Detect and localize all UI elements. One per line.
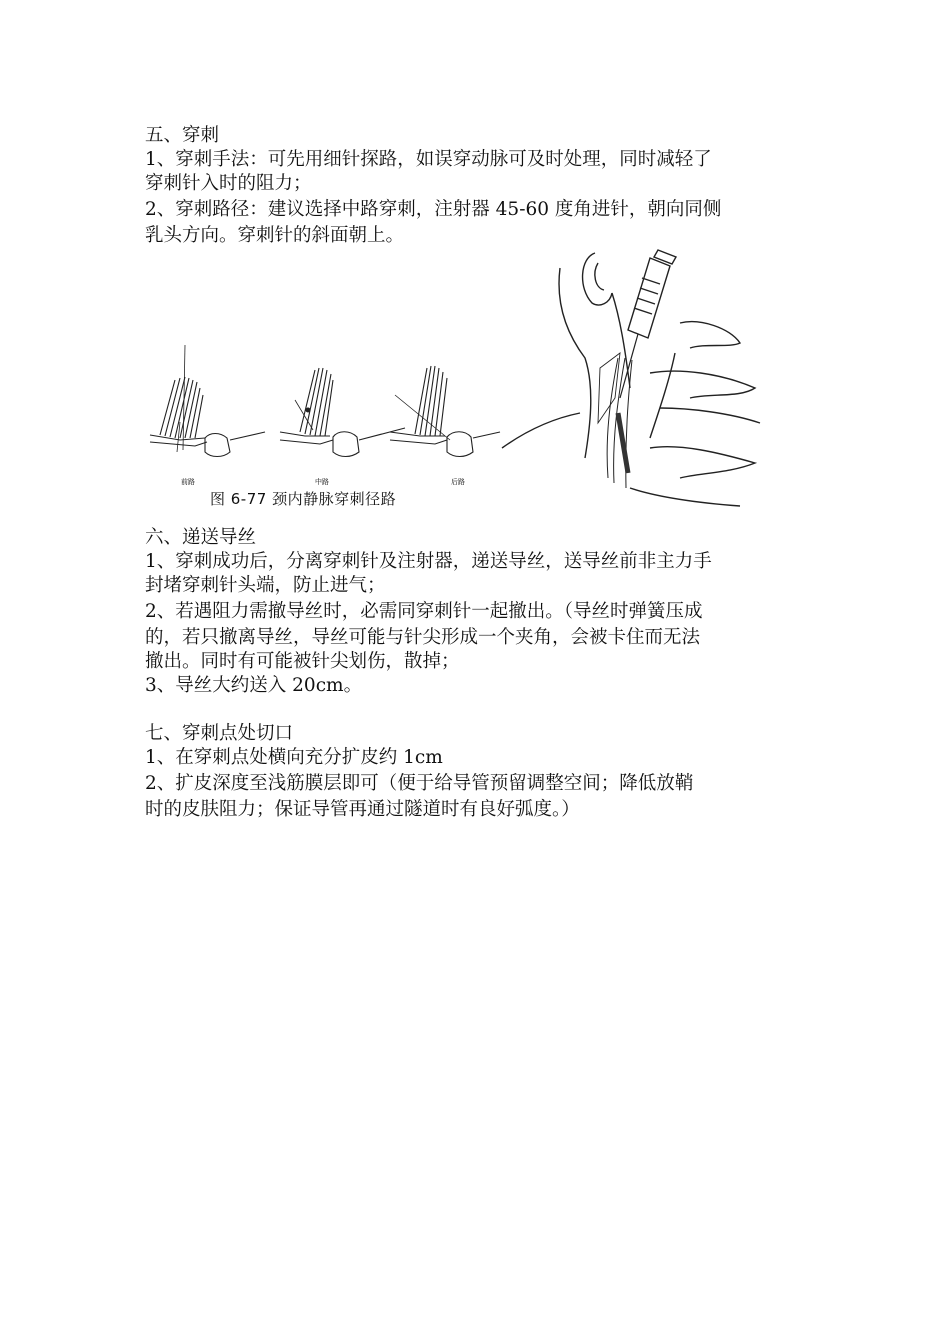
section-heading-puncture: 五、穿刺 xyxy=(145,125,220,146)
paragraph-line: 撤出。同时有可能被针尖划伤，散掉； xyxy=(145,651,460,672)
paragraph-line: 1、在穿刺点处横向充分扩皮约 1cm xyxy=(145,747,443,768)
figure-caption: 图 6-77 颈内静脉穿刺径路 xyxy=(210,490,397,508)
paragraph-line: 时的皮肤阻力；保证导管再通过隧道时有良好弧度。） xyxy=(145,799,580,820)
paragraph-line: 乳头方向。穿刺针的斜面朝上。 xyxy=(145,225,405,246)
neck-syringe-illustration xyxy=(500,248,775,512)
anterior-approach-panel xyxy=(150,345,265,457)
paragraph-line: 2、若遇阻力需撤导丝时，必需同穿刺针一起撤出。（导丝时弹簧压成 xyxy=(145,601,703,622)
paragraph-line: 2、穿刺路径：建议选择中路穿刺，注射器 45-60 度角进针，朝向同侧 xyxy=(145,199,722,220)
section-heading-guidewire: 六、递送导丝 xyxy=(145,527,257,548)
puncture-approach-diagram xyxy=(145,340,505,512)
panel-label-central: 中路 xyxy=(315,478,329,486)
paragraph-line: 1、穿刺成功后，分离穿刺针及注射器，递送导丝，送导丝前非主力手 xyxy=(145,551,712,572)
section-heading-incision: 七、穿刺点处切口 xyxy=(145,723,294,744)
panel-label-posterior: 后路 xyxy=(451,478,465,486)
paragraph-line: 穿刺针入时的阻力； xyxy=(145,173,312,194)
posterior-approach-panel xyxy=(390,366,500,457)
paragraph-line: 2、扩皮深度至浅筋膜层即可（便于给导管预留调整空间；降低放鞘 xyxy=(145,773,694,794)
paragraph-line: 封堵穿刺针头端，防止进气； xyxy=(145,575,386,596)
paragraph-line: 3、导丝大约送入 20cm。 xyxy=(145,675,363,696)
paragraph-line: 的，若只撤离导丝，导丝可能与针尖形成一个夹角，会被卡住而无法 xyxy=(145,627,701,648)
central-approach-panel xyxy=(280,368,405,457)
panel-label-anterior: 前路 xyxy=(181,478,195,486)
paragraph-line: 1、穿刺手法：可先用细针探路，如误穿动脉可及时处理，同时减轻了 xyxy=(145,149,712,170)
